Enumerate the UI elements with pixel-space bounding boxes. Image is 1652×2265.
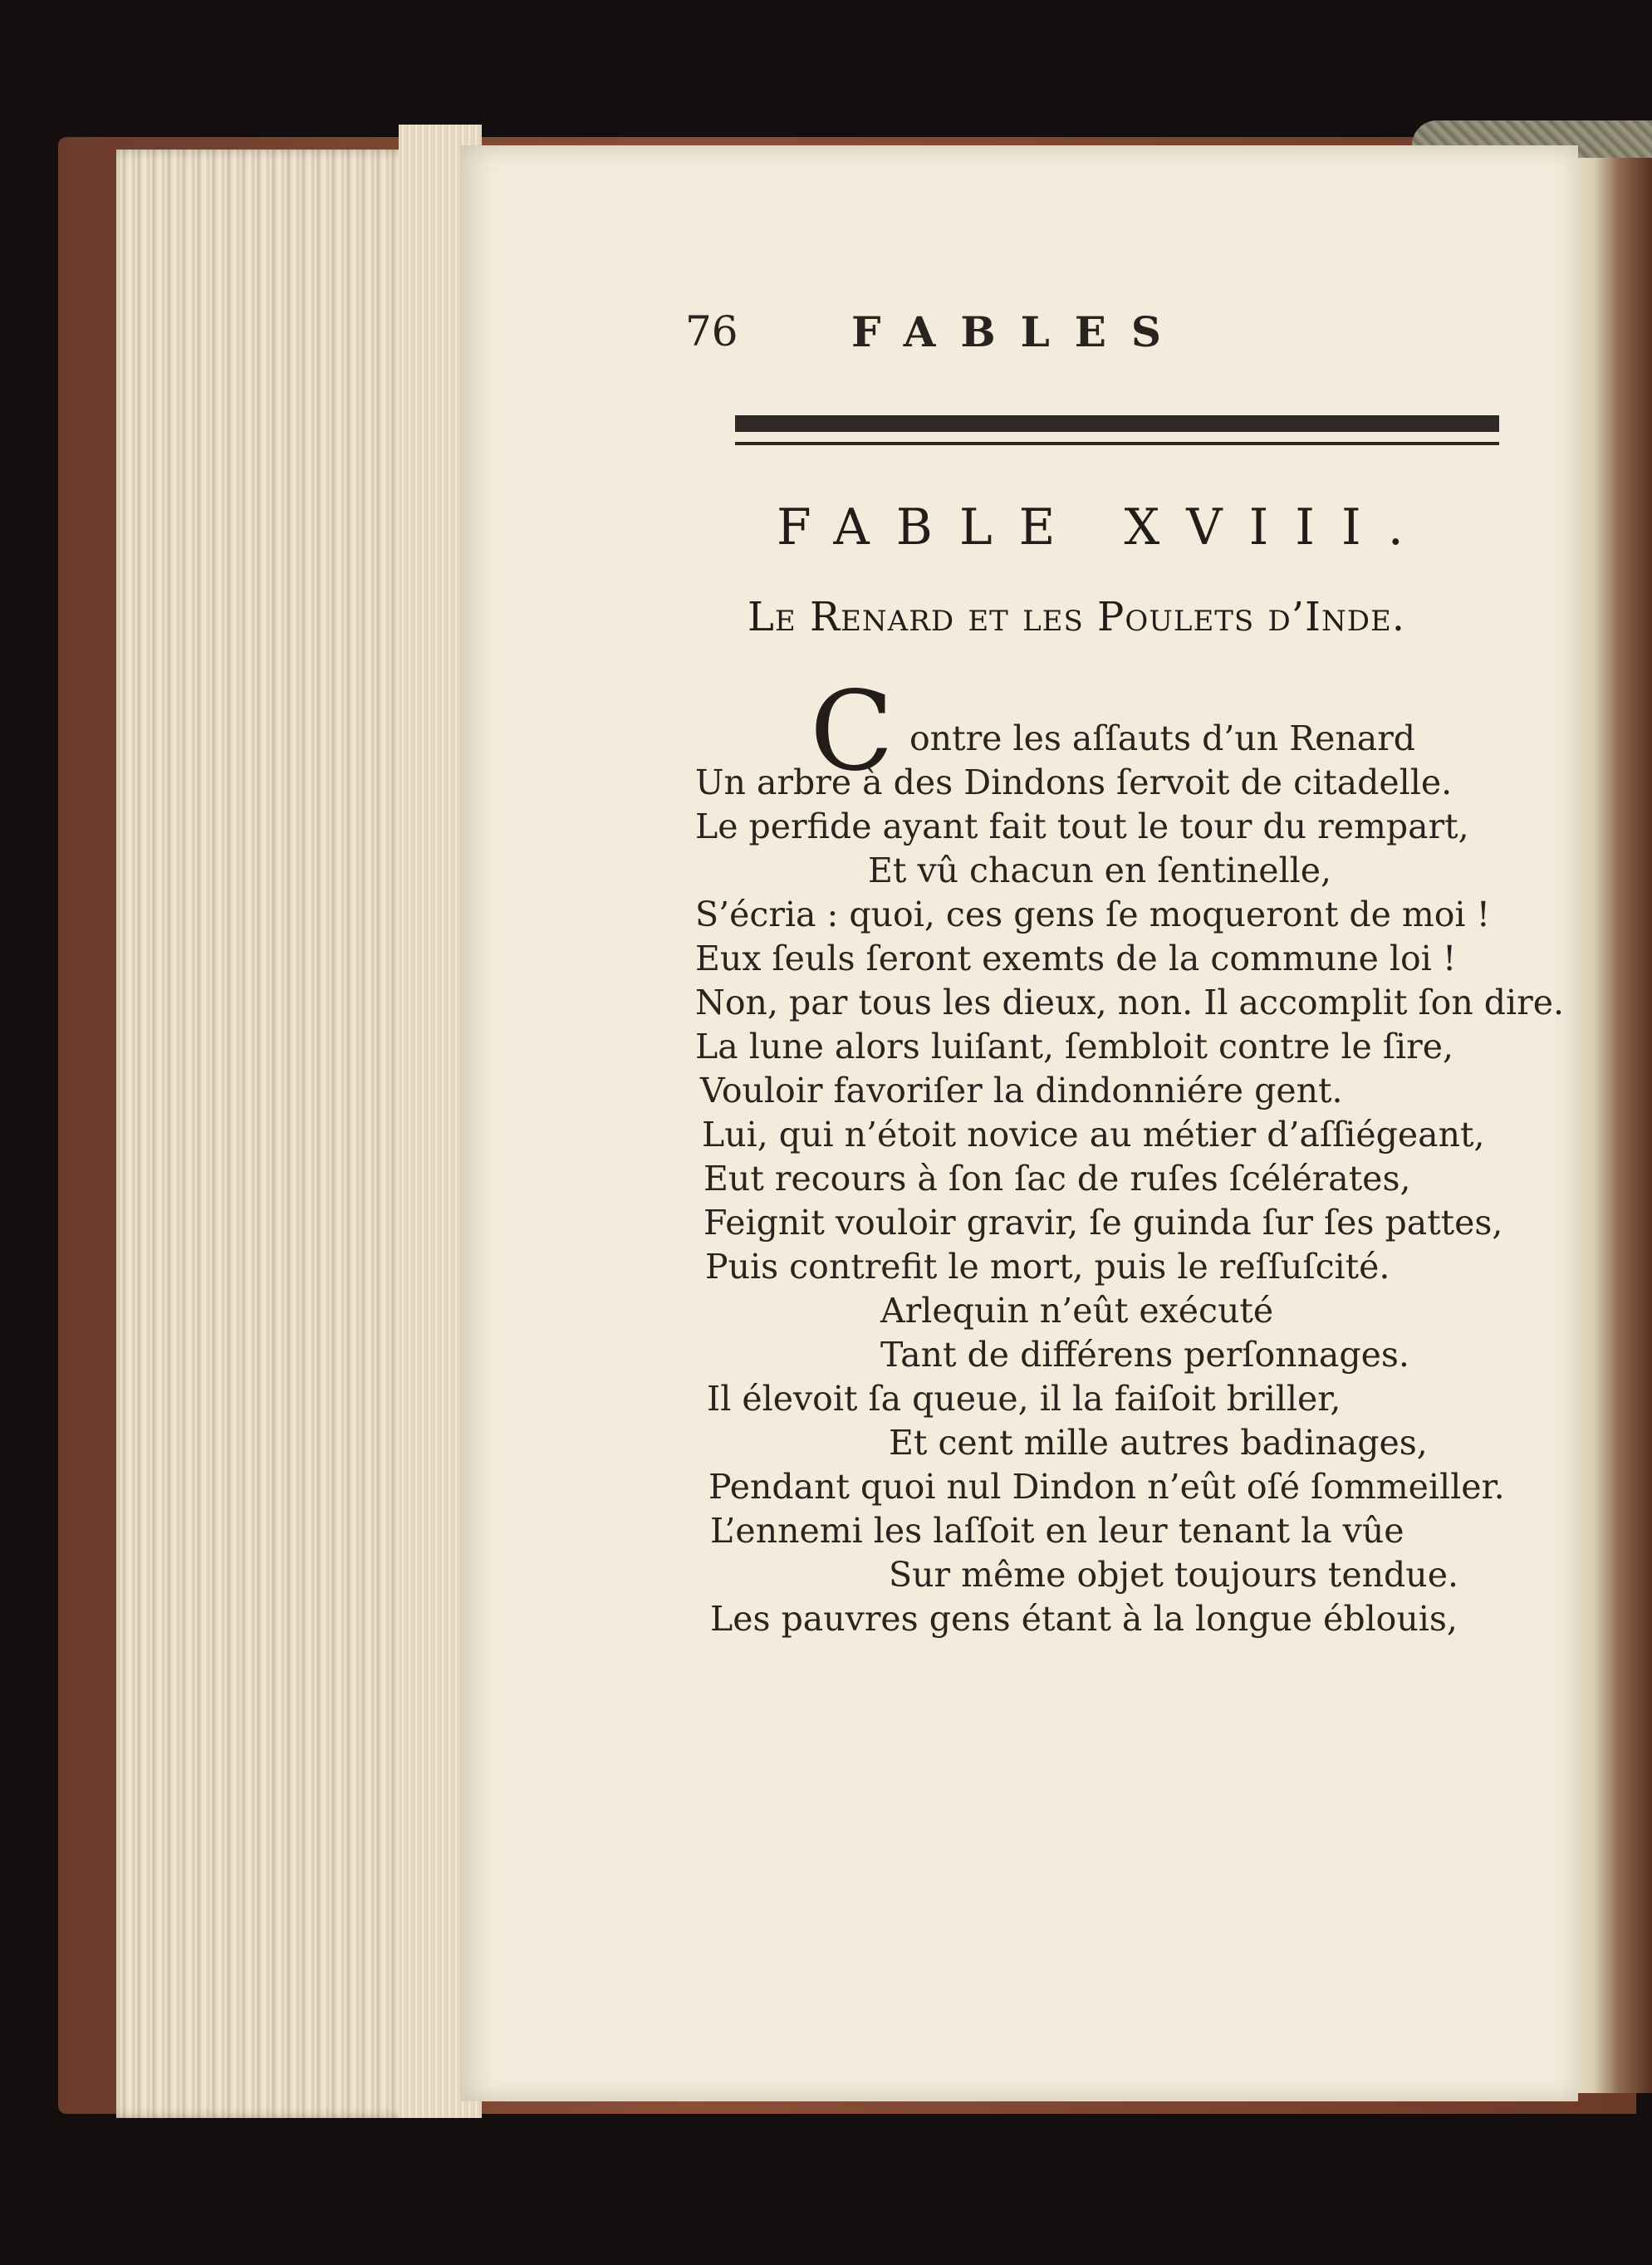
verse-line: Un arbre à des Dindons ſervoit de citadelle. <box>695 762 1453 802</box>
verse-line: Pendant quoi nul Dindon n’eût oſé ſommeiller. <box>708 1467 1505 1507</box>
verse-line: L’ennemi les laſſoit en leur tenant la vûe <box>710 1511 1404 1551</box>
verse-line: S’écria : quoi, ces gens ſe moqueront de moi ! <box>695 895 1491 934</box>
verse-line: Et cent mille autres badinages, <box>889 1423 1428 1463</box>
verse-line: Eut recours à ſon ſac de ruſes ſcélérates, <box>703 1159 1411 1199</box>
fable-subtitle: Le Renard et les Poulets d’Inde. <box>748 594 1406 640</box>
verse-line: Lui, qui n’étoit novice au métier d’aſſiégeant, <box>702 1115 1485 1155</box>
verse-line: Tant de différens perſonnages. <box>880 1335 1409 1375</box>
verse-line: Non, par tous les dieux, non. Il accomplit ſon dire. <box>695 983 1565 1022</box>
facing-page-edge <box>1570 158 1652 2093</box>
poem <box>461 145 1578 2101</box>
page-number: 76 <box>685 307 738 355</box>
drop-cap: C <box>810 668 894 796</box>
verse-line: Il élevoit ſa queue, il la faiſoit briller, <box>707 1379 1341 1419</box>
verse-line: Eux ſeuls ſeront exemts de la commune loi ! <box>695 939 1457 978</box>
verse-line: Arlequin n’eût exécuté <box>880 1291 1274 1331</box>
verse-line: Vouloir favoriſer la dindonniére gent. <box>700 1071 1343 1110</box>
verse-line: Le perfide ayant fait tout le tour du rempart, <box>695 806 1469 846</box>
verse-line: ontre les aſſauts d’un Renard <box>909 718 1416 758</box>
verse-line: La lune alors luiſant, ſembloit contre le ſire, <box>695 1027 1454 1066</box>
book-page <box>461 145 1578 2101</box>
fable-title: FABLE XVIII. <box>777 498 1430 556</box>
verse-line: Feignit vouloir gravir, ſe guinda ſur ſes pattes, <box>703 1203 1503 1243</box>
verse-line: Et vû chacun en ſentinelle, <box>868 851 1331 890</box>
running-title: FABLES <box>851 307 1186 356</box>
verse-line: Les pauvres gens étant à la longue éblouis, <box>710 1599 1458 1639</box>
verse-line: Puis contrefit le mort, puis le reſſuſcité. <box>705 1247 1390 1287</box>
verse-line: Sur même objet toujours tendue. <box>889 1555 1458 1595</box>
